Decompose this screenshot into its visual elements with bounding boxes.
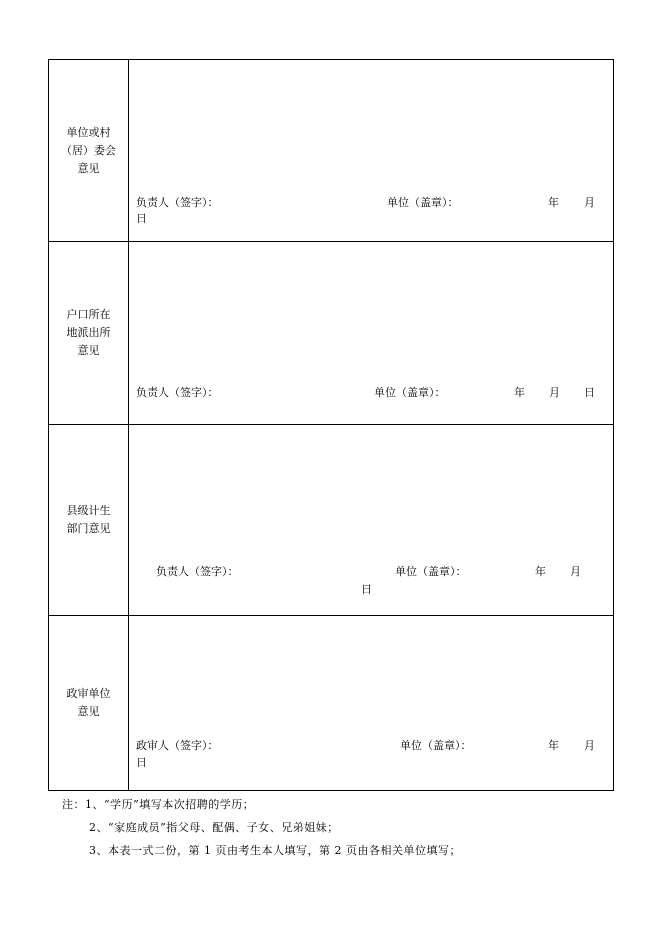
row-label-line: 意见 (77, 344, 100, 357)
opinion-area[interactable] (129, 425, 614, 616)
signer-label: 负责人（签字）： (156, 565, 239, 578)
opinion-form-table (48, 59, 614, 791)
month-label: 月 (570, 565, 581, 578)
year-label: 年 (548, 739, 559, 752)
opinion-area[interactable] (129, 242, 614, 425)
signer-label: 负责人（签字）： (136, 386, 219, 399)
row-label-line: 意见 (77, 705, 100, 718)
row-label-line: 意见 (77, 161, 100, 175)
month-label: 月 (584, 196, 595, 209)
unit-stamp-label: 单位（盖章）： (374, 386, 446, 399)
row-label-line: 政审单位 (66, 687, 111, 700)
form-row-political-review (49, 616, 614, 791)
day-label: 日 (136, 756, 147, 769)
signer-label: 政审人（签字）： (136, 739, 219, 752)
row-label (49, 242, 129, 425)
form-row-police-station (49, 242, 614, 425)
unit-stamp-label: 单位（盖章）： (387, 196, 459, 209)
unit-stamp-label: 单位（盖章）： (400, 739, 472, 752)
note-item: 3、本表一式二份，第 1 页由考生本人填写，第 2 页由各相关单位填写； (89, 844, 461, 857)
row-label-line: 部门意见 (66, 522, 111, 535)
row-label-line: （居）委会 (61, 143, 116, 157)
row-label-line: 户口所在 (66, 308, 111, 321)
signer-label: 负责人（签字）： (136, 196, 219, 209)
year-label: 年 (535, 565, 546, 578)
day-label: 日 (584, 386, 595, 399)
note-item: 2、“家庭成员”指父母、配偶、子女、兄弟姐妹； (89, 821, 339, 834)
note-item: 注：1、“学历”填写本次招聘的学历； (62, 798, 255, 811)
form-row-family-planning (49, 425, 614, 616)
form-notes (62, 793, 461, 862)
row-label (49, 60, 129, 242)
unit-stamp-label: 单位（盖章）： (395, 565, 467, 578)
day-label: 日 (136, 212, 147, 225)
year-label: 年 (548, 196, 559, 209)
row-label-line: 地派出所 (66, 326, 111, 339)
row-label (49, 425, 129, 616)
opinion-area[interactable] (129, 60, 614, 242)
year-label: 年 (514, 386, 525, 399)
row-label-line: 单位或村 (66, 125, 111, 139)
row-label (49, 616, 129, 791)
month-label: 月 (549, 386, 560, 399)
day-label: 日 (361, 583, 372, 596)
opinion-area[interactable] (129, 616, 614, 791)
row-label-line: 县级计生 (66, 504, 111, 517)
form-row-village-committee (49, 60, 614, 242)
month-label: 月 (584, 739, 595, 752)
